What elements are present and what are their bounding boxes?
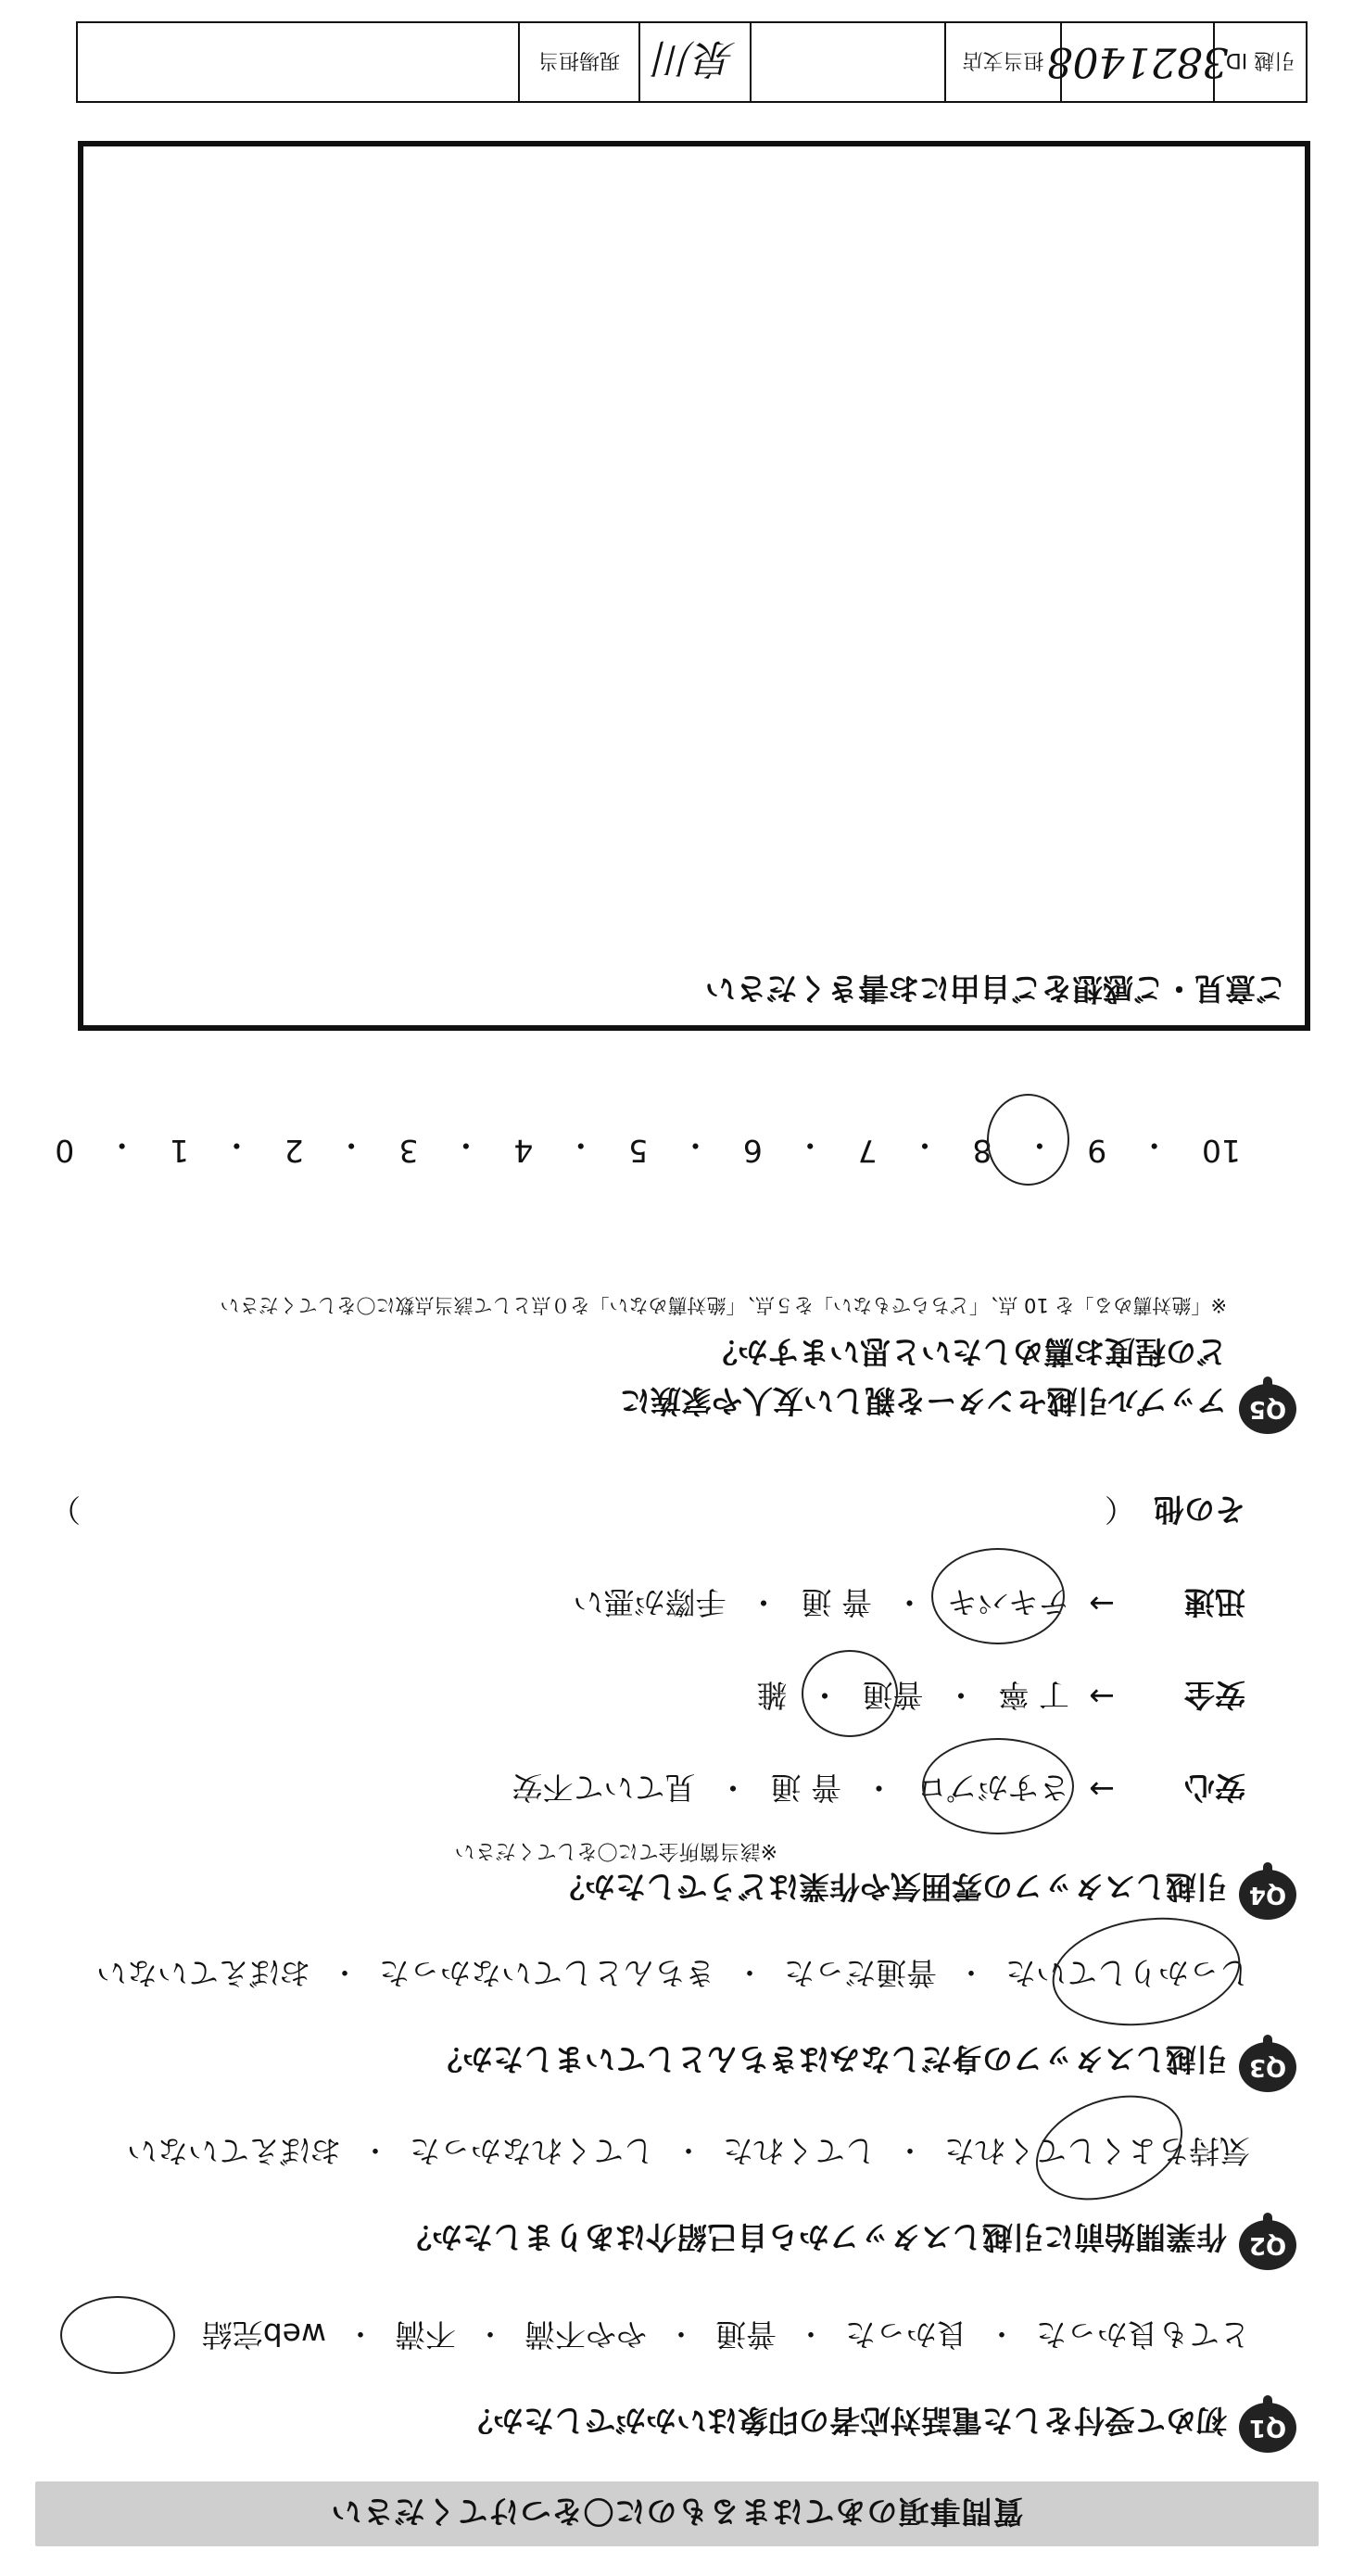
scale-separator: ・ <box>1139 1127 1170 1163</box>
q4-badge: Q4 <box>1239 1870 1296 1920</box>
scale-separator: ・ <box>335 1127 367 1163</box>
q2-title: 作業開始前に引越しスタッフから自己紹介はありましたか？ <box>401 2219 1227 2255</box>
q3-title: 引越しスタッフの身だしなみはきちんとしていましたか？ <box>432 2041 1227 2077</box>
scale-value[interactable]: 3 <box>398 1133 419 1169</box>
leader-value: 泉川 <box>638 23 750 101</box>
option: 普通だった <box>784 1955 937 1991</box>
arrow-icon: → <box>1089 1771 1115 1808</box>
arrow-icon: → <box>1089 1586 1115 1622</box>
scale-separator: ・ <box>107 1127 138 1163</box>
q5-badge: Q5 <box>1239 1384 1296 1434</box>
scale-separator: ・ <box>909 1127 941 1163</box>
scale-value[interactable]: 0 <box>55 1133 75 1169</box>
scale-separator: ・ <box>565 1127 597 1163</box>
id-label: 引越 ID <box>1213 23 1306 101</box>
q5-title-line2: どの程度お薦めしたいと思いますか？ <box>707 1334 1227 1370</box>
branch-label: 担当支店 <box>944 23 1060 101</box>
q1-title: 初めて受付をした電話対応者の印象はいかがでしたか？ <box>462 2403 1227 2439</box>
scale-value[interactable]: 9 <box>1087 1133 1107 1169</box>
q4-row-other <box>50 1490 1245 1533</box>
q1-badge: Q1 <box>1239 2403 1296 2453</box>
scale-value[interactable]: 6 <box>742 1133 763 1169</box>
arrow-icon: → <box>1089 1679 1115 1715</box>
id-table <box>76 21 1308 103</box>
blank-cell <box>78 23 518 101</box>
q1-options: とても良かった ・ 良かった ・ 普通 ・ やや不満 ・ 不満 ・ web完結 <box>202 2315 1250 2358</box>
scale-value[interactable]: 7 <box>857 1133 878 1169</box>
q4-row-anzen: 安全 → 丁 寧 ・ 普通 ・ 雑 <box>757 1675 1246 1719</box>
q3-badge: Q3 <box>1239 2042 1296 2092</box>
id-value: 3821408 <box>1060 23 1213 101</box>
option: とても良かった <box>1036 2316 1250 2353</box>
option: おぼえていない <box>96 1955 310 1991</box>
q4-other-close: ） <box>50 1491 81 1528</box>
option: 気持ちよくしてくれた <box>944 2133 1250 2169</box>
q4-item: テキパキ <box>947 1584 1069 1620</box>
q4-row-label: 迅速 <box>1184 1584 1245 1620</box>
scale-value[interactable]: 4 <box>513 1133 534 1169</box>
option: 良かった <box>845 2316 967 2353</box>
option: きちんとしていなかった <box>379 1955 715 1991</box>
q4-item: 普 通 <box>770 1770 841 1806</box>
q4-item: 普通 <box>862 1677 924 1713</box>
scale-separator: ・ <box>1024 1127 1055 1163</box>
circle-q1-web <box>60 2296 175 2374</box>
q2-options: 気持ちよくしてくれた ・ してくれた ・ してくれなかった ・ おぼえていない <box>127 2131 1250 2175</box>
option: しっかりしていた <box>1005 1955 1250 1991</box>
option: やや不満 <box>524 2316 647 2353</box>
option: 不満 <box>395 2316 456 2353</box>
q2-badge: Q2 <box>1239 2220 1296 2270</box>
q4-row-label: 安全 <box>1184 1677 1245 1713</box>
option: 普通 <box>715 2316 777 2353</box>
q4-item: 見ていて不安 <box>512 1770 696 1806</box>
q4-item: 普 通 <box>801 1584 872 1620</box>
scale-value[interactable]: 1 <box>169 1133 189 1169</box>
scale-separator: ・ <box>679 1127 711 1163</box>
q4-other-label: その他 <box>1154 1491 1245 1528</box>
scale-value[interactable]: 8 <box>972 1133 992 1169</box>
scale-value[interactable]: 2 <box>284 1133 304 1169</box>
q4-note: ※該当箇所全てに〇をしてください <box>454 1839 777 1862</box>
instruction-band: 質問事項のあてはまるものに〇をつけてください <box>35 2481 1319 2546</box>
branch-value <box>750 23 944 101</box>
option: web完結 <box>201 2316 326 2353</box>
q4-item: 丁 寧 <box>998 1677 1069 1713</box>
q5-scale <box>55 1125 1241 1169</box>
leader-label: 現場担当 <box>518 23 638 101</box>
q3-options: しっかりしていた ・ 普通だった ・ きちんとしていなかった ・ おぼえていない <box>96 1953 1250 1997</box>
q4-row-anshin: 安心 → さすがプロ ・ 普 通 ・ 見ていて不安 <box>512 1768 1246 1811</box>
scale-value[interactable]: 5 <box>628 1133 649 1169</box>
q4-row-jinsoku: 迅速 → テキパキ ・ 普 通 ・ 手際が悪い <box>574 1582 1246 1626</box>
scale-separator: ・ <box>794 1127 826 1163</box>
scale-value[interactable]: 10 <box>1202 1133 1241 1169</box>
q4-row-label: 安心 <box>1184 1770 1245 1806</box>
option: おぼえていない <box>127 2133 341 2169</box>
q4-title: 引越しスタッフの雰囲気や作業はどうでしたか？ <box>554 1869 1227 1905</box>
q5-note: ※「絶対薦める」を 10 点、「どちらでもない」を５点、「絶対薦めない」を０点として該当点数に〇をしてください <box>220 1294 1227 1316</box>
q5-title-line1: アップル引越センターを親しい友人や家族に <box>619 1383 1227 1419</box>
q4-item: 手際が悪い <box>573 1584 727 1620</box>
comment-box[interactable] <box>78 141 1310 1031</box>
option: してくれなかった <box>410 2133 654 2169</box>
scale-separator: ・ <box>450 1127 482 1163</box>
comment-title: ご意見・ご感想をご自由にお書きください <box>705 971 1286 1007</box>
option: してくれた <box>723 2133 876 2169</box>
q4-item: 雑 <box>756 1677 788 1713</box>
q4-item: さすがプロ <box>916 1770 1069 1806</box>
q4-other-open: （ <box>1105 1491 1135 1528</box>
scale-separator: ・ <box>221 1127 252 1163</box>
